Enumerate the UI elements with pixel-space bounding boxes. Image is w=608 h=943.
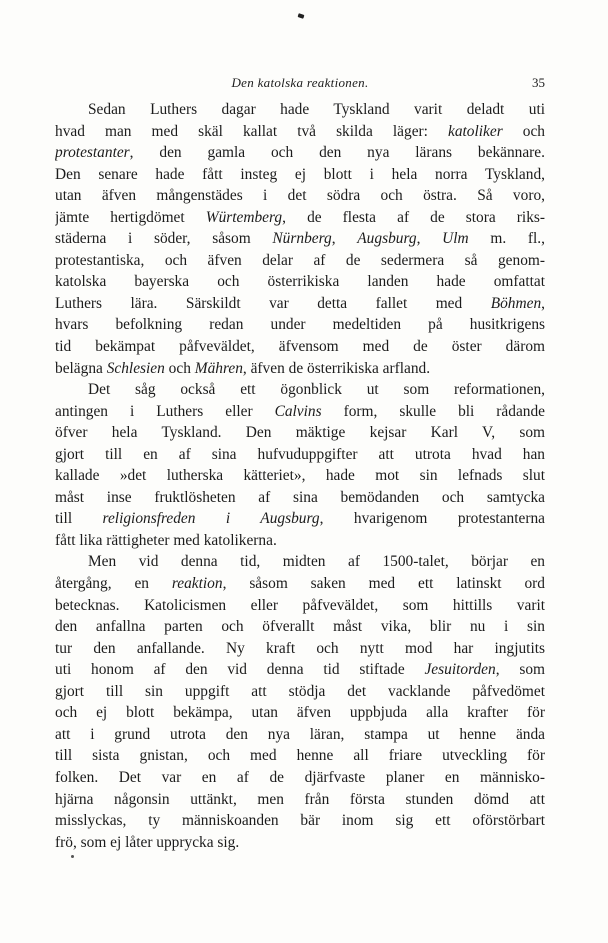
text-segment: , hvarigenom protestanterna xyxy=(319,510,545,528)
ink-mark xyxy=(298,13,305,19)
italic-term: protestanter xyxy=(55,144,130,162)
text-line xyxy=(55,379,545,401)
ink-dot xyxy=(71,855,74,858)
text-segment: hvars befolkning redan under medeltiden på husitkrigens xyxy=(55,316,545,334)
text-segment: form, skulle bli rådande xyxy=(321,402,545,420)
text-line xyxy=(55,401,545,423)
text-segment: , de flesta af de stora riks- xyxy=(282,208,545,226)
text-line xyxy=(55,336,545,358)
text-line xyxy=(55,702,545,724)
text-segment: kallade »det lutherska kätteriet», hade mot sin lefnads slut xyxy=(55,467,545,485)
text-line xyxy=(55,422,545,444)
text-line xyxy=(55,638,545,660)
text-segment: måst inse fruktlösheten af sina bemödanden och samtycka xyxy=(55,488,545,506)
italic-term: Ulm xyxy=(442,230,469,248)
text-line xyxy=(55,767,545,789)
text-segment: jämte hertigdömet xyxy=(55,208,206,226)
text-segment: Sedan Luthers dagar hade Tyskland varit deladt uti xyxy=(88,101,545,118)
text-line xyxy=(55,745,545,767)
text-line xyxy=(55,487,545,509)
italic-term: Nürnberg xyxy=(272,230,332,248)
text-line xyxy=(55,121,545,143)
text-line xyxy=(55,99,545,121)
text-segment: och ej blott bekämpa, utan äfven uppbjuda alla krafter för xyxy=(55,704,545,722)
running-title: Den katolska reaktionen. xyxy=(231,75,369,90)
text-line xyxy=(55,207,545,229)
text-line xyxy=(55,810,545,832)
text-segment: , den gamla och den nya lärans bekännare. xyxy=(129,144,545,162)
text-segment: betecknas. Katolicismen eller påfveväldet, som hittills varit xyxy=(55,596,545,614)
italic-term: Jesuitorden xyxy=(424,661,496,679)
text-segment: , äfven de österrikiska arfland. xyxy=(242,359,431,377)
text-segment: belägna xyxy=(55,359,107,377)
text-segment: Luthers lära. Särskildt var detta fallet med xyxy=(55,294,491,312)
text-line xyxy=(55,508,545,530)
page-number: 35 xyxy=(532,75,545,90)
text-line xyxy=(55,271,545,293)
body-text xyxy=(55,99,545,853)
text-segment: frö, som ej låter upprycka sig. xyxy=(55,833,240,851)
italic-term: Schlesien xyxy=(106,359,165,377)
text-segment: öfver hela Tyskland. Den mäktige kejsar Karl V, som xyxy=(55,424,545,442)
text-line xyxy=(55,724,545,746)
text-line xyxy=(55,444,545,466)
text-segment: tid bekämpat påfveväldet, äfvensom med de öster därom xyxy=(55,338,545,356)
text-segment: antingen i Luthers eller xyxy=(55,402,275,420)
text-segment: och xyxy=(502,122,545,140)
text-line xyxy=(55,358,545,380)
text-line xyxy=(55,551,545,573)
text-segment: återgång, en xyxy=(55,575,172,593)
text-segment: m. fl., xyxy=(468,230,545,248)
text-line xyxy=(55,573,545,595)
text-line xyxy=(55,314,545,336)
text-line xyxy=(55,293,545,315)
text-line xyxy=(55,250,545,272)
text-line xyxy=(55,616,545,638)
text-segment: fått lika rättigheter med katolikerna. xyxy=(55,531,277,549)
text-segment: tur den anfallande. Ny kraft och nytt mod har ingjutits xyxy=(55,639,545,657)
text-line xyxy=(55,681,545,703)
italic-term: Böhmen xyxy=(490,294,542,312)
text-segment: den anfallna parten och öfverallt måst vika, blir nu i sin xyxy=(55,618,545,636)
text-segment: till sista gnistan, och med henne all friare utveckling för xyxy=(55,747,545,765)
text-segment: Men vid denna tid, midten af 1500-talet, börjar en xyxy=(88,553,545,571)
text-line xyxy=(55,228,545,250)
text-line xyxy=(55,789,545,811)
text-segment: , såsom saken med ett latinskt ord xyxy=(222,575,545,593)
italic-term: Würtemberg xyxy=(205,208,283,226)
text-segment: och xyxy=(164,359,195,377)
italic-term: Calvins xyxy=(274,402,322,420)
italic-term: Mähren xyxy=(194,359,243,377)
text-line xyxy=(55,832,545,854)
text-segment: städerna i söder, såsom xyxy=(55,230,273,248)
text-line xyxy=(55,185,545,207)
text-segment: , xyxy=(331,230,358,248)
text-line xyxy=(55,164,545,186)
text-segment: Det såg också ett ögonblick ut som reformationen, xyxy=(88,381,545,399)
text-segment: gjort till en af sina hufvuduppgifter att utrota hvad han xyxy=(55,445,545,463)
italic-term: katoliker xyxy=(448,122,503,140)
text-segment: , som xyxy=(495,661,545,679)
text-segment: gjort till sin uppgift att stödja det vacklande påfvedömet xyxy=(55,682,545,700)
text-segment: Den senare hade fått insteg ej blott i hela norra Tyskland, xyxy=(55,165,545,183)
text-segment: uti honom af den vid denna tid stiftade xyxy=(55,661,425,679)
text-line xyxy=(55,659,545,681)
italic-term: reaktion xyxy=(171,575,223,593)
italic-term: religionsfreden i Augsburg xyxy=(102,510,320,528)
italic-term: Augsburg xyxy=(357,230,417,248)
text-line xyxy=(55,595,545,617)
text-line xyxy=(55,465,545,487)
text-segment: utan äfven mångenstädes i det södra och östra. Så voro, xyxy=(55,187,545,205)
page-header xyxy=(55,75,545,93)
text-segment: hjärna någonsin uttänkt, men från första stunden dömd att xyxy=(55,790,545,808)
text-segment: , xyxy=(416,230,443,248)
text-segment: hvad man med skäl kallat två skilda läger: xyxy=(55,122,448,140)
text-segment: till xyxy=(55,510,103,528)
text-line xyxy=(55,530,545,552)
text-segment: protestantiska, och äfven delar af de sedermera så genom- xyxy=(55,251,545,269)
text-segment: , xyxy=(541,294,545,312)
text-line xyxy=(55,142,545,164)
text-segment: att i grund utrota den nya läran, stampa ut henne ända xyxy=(55,725,545,743)
text-segment: misslyckas, ty människoanden bär inom sig ett oförstörbart xyxy=(55,812,545,830)
text-segment: katolska bayerska och österrikiska landen hade omfattat xyxy=(55,273,545,291)
text-segment: folken. Det var en af de djärfvaste planer en människo- xyxy=(55,768,545,786)
